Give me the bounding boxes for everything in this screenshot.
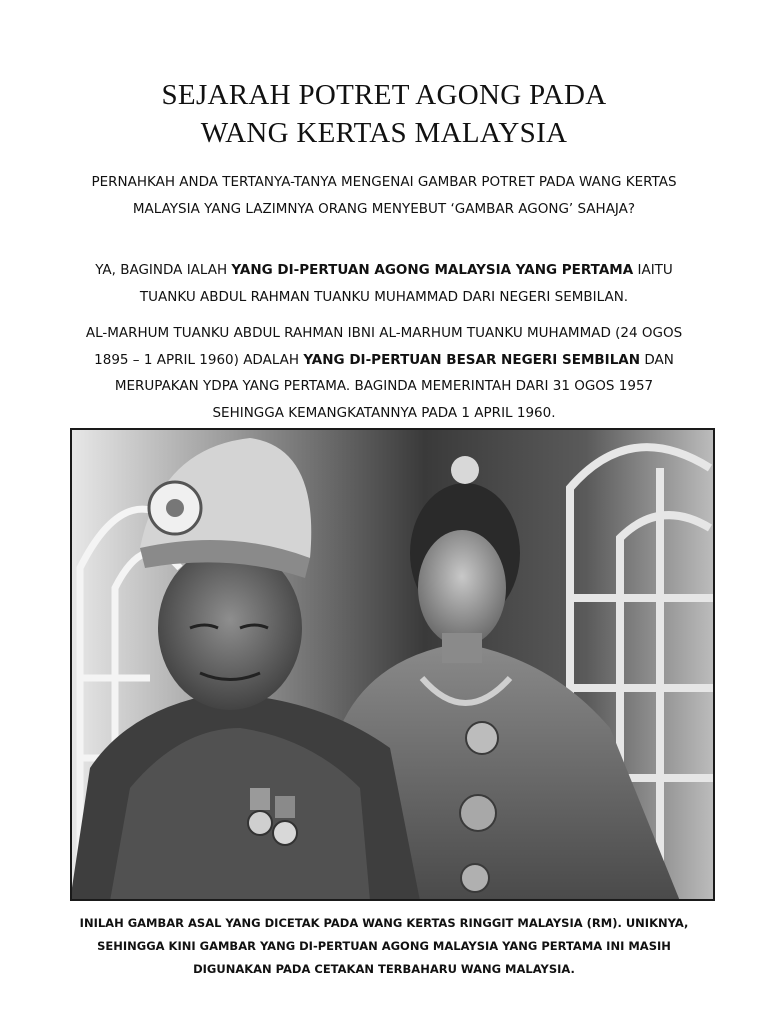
paragraph-identity-text-2: IAITU TUANKU ABDUL RAHMAN TUANKU MUHAMMAD DARI NEGERI SEMBILAN. [139,262,673,305]
paragraph-biography-text-1: AL-MARHUM TUANKU ABDUL RAHMAN IBNI AL-MARHUM TUANKU MUHAMMAD (24 OGOS 1895 – 1 APRIL 1960) ADALAH [85,325,683,368]
royal-portrait-photo [70,428,715,901]
page-title [0,76,768,152]
paragraph-biography-bold: YANG DI-PERTUAN BESAR NEGERI SEMBILAN [303,351,641,368]
paragraph-intro: PERNAHKAH ANDA TERTANYA-TANYA MENGENAI GAMBAR POTRET PADA WANG KERTAS MALAYSIA YANG LAZIMNYA ORANG MENYEBUT ‘GAMBAR AGONG’ SAHAJA? [91,174,677,217]
paragraph-identity [84,257,684,310]
title-line-2: WANG KERTAS MALAYSIA [200,117,568,149]
title-line-1: SEJARAH POTRET AGONG PADA [161,79,607,111]
paragraph-biography-text-2: DAN MERUPAKAN YDPA YANG PERTAMA. BAGINDA MEMERINTAH DARI 31 OGOS 1957 SEHINGGA KEMANGKATANNYA PADA 1 APRIL 1960. [114,351,674,421]
portrait-illustration [70,428,715,901]
photo-caption: INILAH GAMBAR ASAL YANG DICETAK PADA WANG KERTAS RINGGIT MALAYSIA (RM). UNIKNYA, SEHINGGA KINI GAMBAR YANG DI-PERTUAN AGONG MALAYSIA YANG PERTAMA INI MASIH DIGUNAKAN PADA CETAKAN TERBAHARU WANG MALAYSIA. [79,916,689,976]
paragraph-identity-text-1: YA, BAGINDA IALAH [95,262,232,278]
paragraph-identity-bold: YANG DI-PERTUAN AGONG MALAYSIA YANG PERTAMA [231,262,634,278]
paragraph-biography [84,320,684,426]
